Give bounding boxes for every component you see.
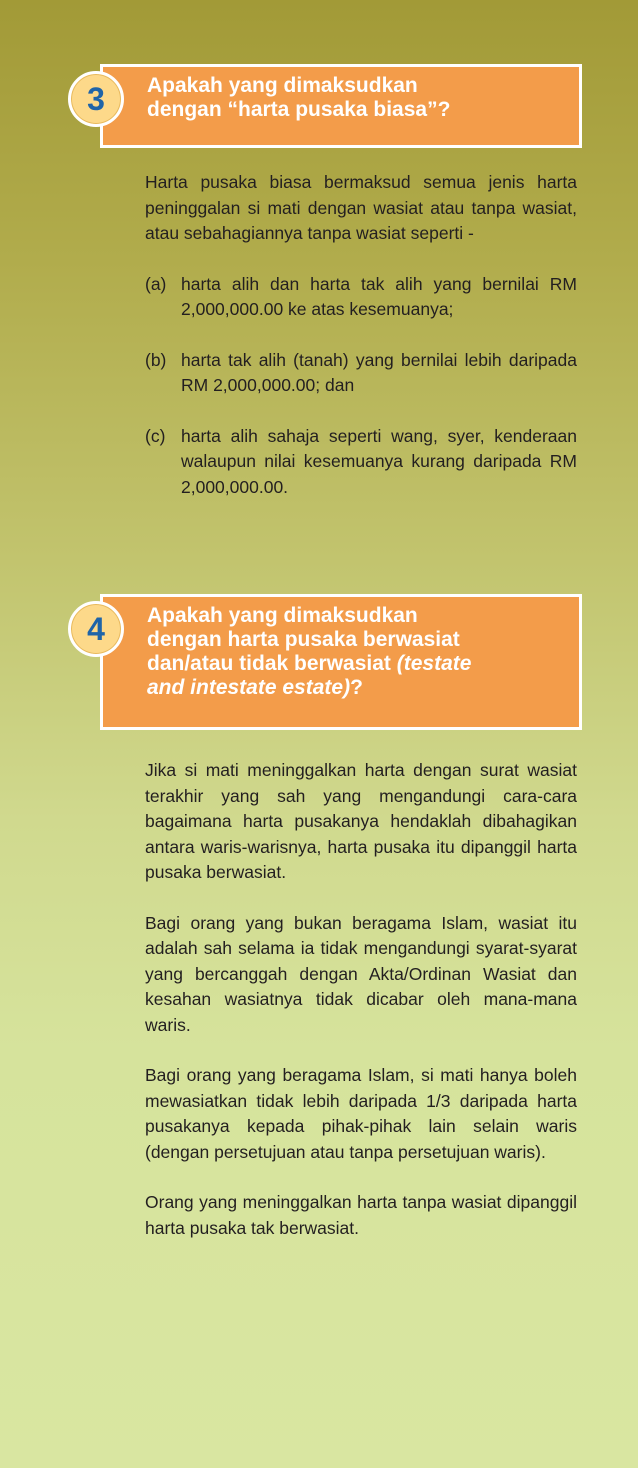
item-label: (b) xyxy=(145,349,167,370)
section-4-paragraph-3: Bagi orang yang beragama Islam, si mati hanya boleh mewasiatkan tidak lebih daripada 1/3 daripada harta pusakanya kepada pihak-pihak lain selain waris (dengan persetujuan atau tanpa persetujuan waris). xyxy=(145,1065,577,1162)
section-3-number: 3 xyxy=(87,81,105,117)
section-3-item-a xyxy=(145,272,577,323)
section-4-heading-line-3 xyxy=(147,652,567,676)
section-4-heading xyxy=(100,594,582,730)
section-3-body xyxy=(145,170,577,500)
section-3-heading-line-2: dengan “harta pusaka biasa”? xyxy=(147,98,451,121)
section-4-paragraph-1: Jika si mati meninggalkan harta dengan surat wasiat terakhir yang sah yang mengandungi cara-cara bagaimana harta pusakanya hendaklah dibahagikan antara waris-warisnya, harta pusaka itu dipanggil harta pusaka berwasiat. xyxy=(145,760,577,882)
section-4-heading-line-1: Apakah yang dimaksudkan xyxy=(147,604,418,627)
section-3-intro: Harta pusaka biasa bermaksud semua jenis harta peninggalan si mati dengan wasiat atau tanpa wasiat, atau sebahagiannya tanpa wasiat seperti - xyxy=(145,172,577,243)
section-3-item-b xyxy=(145,348,577,399)
item-text: harta alih sahaja seperti wang, syer, kenderaan walaupun nilai kesemuanya kurang daripada RM 2,000,000.00. xyxy=(181,425,577,497)
section-4-heading-line-2: dengan harta pusaka berwasiat xyxy=(147,628,460,651)
heading-question-mark: ? xyxy=(350,676,363,699)
item-label: (a) xyxy=(145,273,167,294)
section-3-number-badge xyxy=(68,71,124,127)
section-4-body xyxy=(145,758,577,1241)
section-3-heading xyxy=(100,64,582,148)
heading-italic-text: (testate xyxy=(396,652,472,675)
heading-italic-text: and intestate estate) xyxy=(147,676,351,699)
section-4-number-badge xyxy=(68,601,124,657)
section-3-item-c xyxy=(145,424,577,501)
section-4-number: 4 xyxy=(87,611,105,647)
section-4-paragraph-2: Bagi orang yang bukan beragama Islam, wasiat itu adalah sah selama ia tidak mengandungi syarat-syarat yang bercanggah dengan Akta/Ordinan Wasiat dan kesahan wasiatnya tidak dicabar oleh mana-mana waris. xyxy=(145,912,577,1035)
item-text: harta alih dan harta tak alih yang bernilai RM 2,000,000.00 ke atas kesemuanya; xyxy=(181,273,577,319)
section-4-paragraph-4: Orang yang meninggalkan harta tanpa wasiat dipanggil harta pusaka tak berwasiat. xyxy=(145,1192,577,1238)
item-text: harta tak alih (tanah) yang bernilai lebih daripada RM 2,000,000.00; dan xyxy=(181,349,577,395)
item-label: (c) xyxy=(145,425,166,446)
heading-normal-text: dan/atau tidak berwasiat xyxy=(147,652,397,675)
section-3-heading-line-1: Apakah yang dimaksudkan xyxy=(147,74,418,97)
section-4-heading-line-4 xyxy=(147,676,567,700)
